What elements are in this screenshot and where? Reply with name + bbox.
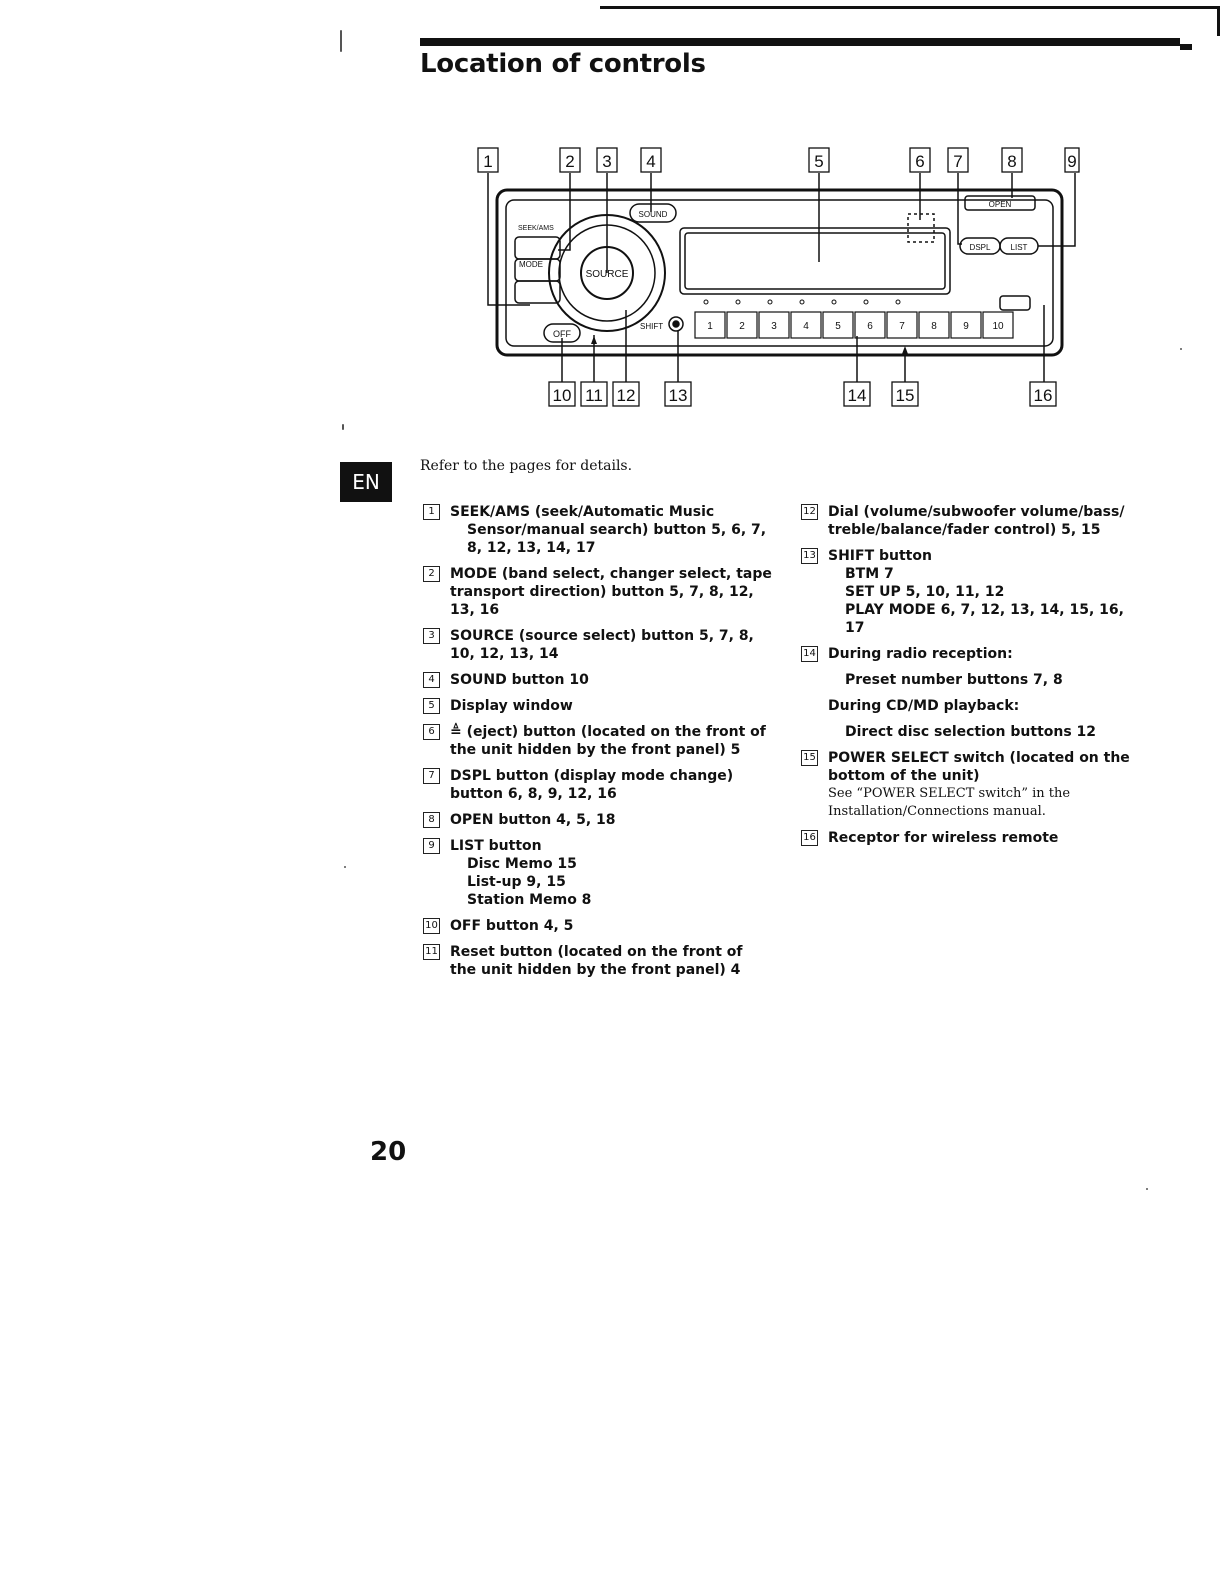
controls-list-right — [799, 503, 1139, 855]
preset-2: 2 — [739, 321, 745, 332]
item-number: 14 — [801, 646, 818, 662]
list-item — [421, 697, 781, 715]
preset-4: 4 — [803, 321, 809, 332]
scan-mark — [1146, 1188, 1148, 1190]
preset-8: 8 — [931, 321, 937, 332]
list-item — [421, 917, 781, 935]
label-seek-ams: SEEK/AMS — [518, 225, 554, 232]
item-number: 15 — [801, 750, 818, 766]
list-item — [421, 723, 781, 759]
label-dspl: DSPL — [969, 243, 991, 252]
item-text: Direct disc selection buttons 12 — [845, 724, 1097, 740]
item-text: Receptor for wireless remote — [828, 830, 1059, 846]
item-number: 1 — [423, 504, 440, 520]
callout-8: 8 — [1007, 152, 1017, 171]
scan-mark — [342, 424, 344, 430]
list-item — [799, 503, 1139, 539]
item-text: transport direction) button 5, 7, 8, 12, — [450, 584, 754, 600]
item-text: SOURCE (source select) button 5, 7, 8, — [450, 628, 754, 644]
item-number: 5 — [423, 698, 440, 714]
list-item — [799, 829, 1139, 847]
item-text: PLAY MODE 6, 7, 12, 13, 14, 15, 16, 17 — [845, 602, 1124, 636]
item-number: 16 — [801, 830, 818, 846]
item-text: SEEK/AMS (seek/Automatic Music — [450, 504, 715, 520]
callout-16: 16 — [1033, 386, 1053, 405]
header-rule — [420, 38, 1180, 46]
label-open: OPEN — [988, 200, 1012, 209]
item-text: 13, 16 — [450, 602, 500, 618]
controls-list-left — [421, 503, 781, 987]
list-item — [799, 749, 1139, 821]
callout-14: 14 — [847, 386, 867, 405]
item-text: SHIFT button — [828, 548, 932, 564]
page-title: Location of controls — [420, 49, 706, 79]
list-item — [421, 565, 781, 619]
preset-9: 9 — [963, 321, 969, 332]
item-text: List-up 9, 15 — [467, 874, 566, 890]
item-number: 9 — [423, 838, 440, 854]
callout-4: 4 — [646, 152, 656, 171]
item-number: 2 — [423, 566, 440, 582]
item-text: Dial (volume/subwoofer volume/bass/ — [828, 504, 1125, 520]
item-text: ≜ (eject) button (located on the front of — [450, 724, 766, 740]
callout-11: 11 — [585, 386, 603, 405]
list-item — [421, 627, 781, 663]
preset-3: 3 — [771, 321, 777, 332]
item-number: 6 — [423, 724, 440, 740]
callout-2: 2 — [565, 152, 575, 171]
preset-5: 5 — [835, 321, 841, 332]
item-number: 13 — [801, 548, 818, 564]
item-text: DSPL button (display mode change) — [450, 768, 734, 784]
item-number: 10 — [423, 918, 440, 934]
item-note: Installation/Connections manual. — [828, 804, 1046, 819]
preset-6: 6 — [867, 321, 873, 332]
item-text: button 6, 8, 9, 12, 16 — [450, 786, 617, 802]
item-text: OPEN button 4, 5, 18 — [450, 812, 616, 828]
item-text: Disc Memo 15 — [467, 856, 577, 872]
item-text: bottom of the unit) — [828, 768, 980, 784]
list-item — [421, 503, 781, 557]
item-text: Display window — [450, 698, 573, 714]
item-number: 3 — [423, 628, 440, 644]
item-text: Sensor/manual search) button 5, 6, 7, — [467, 522, 767, 538]
item-text: the unit hidden by the front panel) 5 — [450, 742, 741, 758]
item-text: 8, 12, 13, 14, 17 — [467, 540, 596, 556]
scan-mark — [344, 866, 346, 868]
item-text: treble/balance/fader control) 5, 15 — [828, 522, 1101, 538]
list-item — [421, 837, 781, 909]
item-text: During radio reception: — [828, 646, 1013, 662]
item-text: the unit hidden by the front panel) 4 — [450, 962, 741, 978]
item-text: Preset number buttons 7, 8 — [845, 672, 1063, 688]
label-off: OFF — [553, 329, 571, 339]
scan-mark — [1180, 348, 1182, 350]
callout-12: 12 — [616, 386, 636, 405]
item-text: MODE (band select, changer select, tape — [450, 566, 772, 582]
list-item — [421, 671, 781, 689]
item-number: 12 — [801, 504, 818, 520]
label-shift: SHIFT — [640, 322, 664, 331]
item-text: 10, 12, 13, 14 — [450, 646, 559, 662]
preset-7: 7 — [899, 321, 905, 332]
label-list: LIST — [1010, 243, 1028, 252]
item-text: Station Memo 8 — [467, 892, 592, 908]
label-source: SOURCE — [585, 269, 629, 280]
scan-mark — [340, 30, 342, 52]
page-number: 20 — [370, 1137, 407, 1167]
list-item — [421, 811, 781, 829]
callout-6: 6 — [915, 152, 925, 171]
preset-1: 1 — [707, 321, 713, 332]
item-text: SOUND button 10 — [450, 672, 589, 688]
preset-10: 10 — [992, 321, 1004, 332]
list-item — [421, 943, 781, 979]
label-mode: MODE — [519, 260, 543, 269]
item-number: 4 — [423, 672, 440, 688]
item-note: See “POWER SELECT switch” in the — [828, 786, 1071, 801]
item-number: 8 — [423, 812, 440, 828]
item-number: 7 — [423, 768, 440, 784]
callout-7: 7 — [953, 152, 963, 171]
top-rule-right — [1217, 6, 1220, 36]
item-text: During CD/MD playback: — [828, 698, 1020, 714]
list-item — [799, 547, 1139, 637]
item-text: Reset button (located on the front of — [450, 944, 743, 960]
item-text: LIST button — [450, 838, 542, 854]
header-rule-end — [1180, 44, 1192, 50]
intro-text: Refer to the pages for details. — [420, 458, 633, 474]
list-item — [421, 767, 781, 803]
callout-13: 13 — [668, 386, 688, 405]
list-item — [799, 645, 1139, 741]
language-tab: EN — [340, 462, 392, 502]
item-text: BTM 7 — [845, 566, 894, 582]
item-text: POWER SELECT switch (located on the — [828, 750, 1130, 766]
callout-3: 3 — [602, 152, 612, 171]
item-number: 11 — [423, 944, 440, 960]
label-sound: SOUND — [638, 210, 668, 219]
item-text: SET UP 5, 10, 11, 12 — [845, 584, 1005, 600]
callout-9: 9 — [1067, 152, 1077, 171]
callout-15: 15 — [895, 386, 915, 405]
top-rule-thin — [600, 6, 1220, 9]
callout-10: 10 — [552, 386, 572, 405]
callout-5: 5 — [814, 152, 824, 171]
controls-diagram — [440, 140, 1080, 410]
callout-1: 1 — [483, 152, 493, 171]
item-text: OFF button 4, 5 — [450, 918, 574, 934]
